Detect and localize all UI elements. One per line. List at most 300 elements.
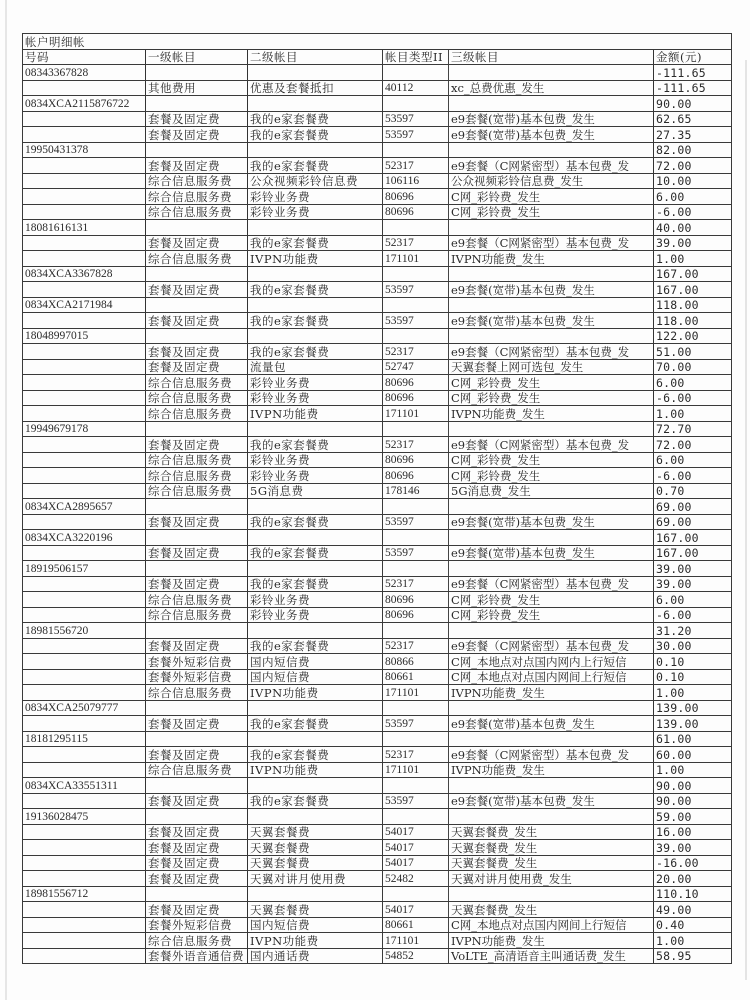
level3-account: e9套餐（C网紧密型）基本包费_发 <box>449 638 654 654</box>
empty-cell <box>146 220 248 236</box>
level3-account: e9套餐(宽带)基本包费_发生 <box>449 111 654 127</box>
empty-cell <box>23 251 146 267</box>
level2-account: IVPN功能费 <box>248 685 383 701</box>
line-item-row <box>23 514 732 530</box>
account-type-code: 171101 <box>383 251 449 267</box>
empty-cell <box>146 886 248 902</box>
line-item-row <box>23 235 732 251</box>
account-number-row <box>23 421 732 437</box>
level2-account: 我的e家套餐费 <box>248 716 383 732</box>
level1-account: 套餐外短彩信费 <box>146 654 248 670</box>
level1-account: 套餐及固定费 <box>146 855 248 871</box>
account-type-code: 52317 <box>383 158 449 174</box>
account-total: 90.00 <box>654 96 732 112</box>
account-type-code: 106116 <box>383 173 449 189</box>
line-item-row <box>23 173 732 189</box>
account-total: 69.00 <box>654 499 732 515</box>
empty-cell <box>23 189 146 205</box>
line-amount: 30.00 <box>654 638 732 654</box>
account-total: 118.00 <box>654 297 732 313</box>
level1-account: 套餐及固定费 <box>146 824 248 840</box>
empty-cell <box>383 96 449 112</box>
level3-account: IVPN功能费_发生 <box>449 685 654 701</box>
level1-account: 套餐及固定费 <box>146 840 248 856</box>
empty-cell <box>23 948 146 964</box>
line-amount: 72.00 <box>654 158 732 174</box>
empty-cell <box>248 266 383 282</box>
table-title: 帐户明细帐 <box>23 34 732 50</box>
level1-account: 综合信息服务费 <box>146 685 248 701</box>
empty-cell <box>383 328 449 344</box>
line-amount: -6.00 <box>654 390 732 406</box>
empty-cell <box>23 747 146 763</box>
level2-account: 天翼套餐费 <box>248 824 383 840</box>
level1-account: 套餐及固定费 <box>146 282 248 298</box>
line-amount: 62.65 <box>654 111 732 127</box>
account-type-code: 53597 <box>383 313 449 329</box>
level1-account: 套餐及固定费 <box>146 638 248 654</box>
account-type-code: 80696 <box>383 204 449 220</box>
empty-cell <box>23 514 146 530</box>
line-amount: -6.00 <box>654 607 732 623</box>
level3-account: e9套餐（C网紧密型）基本包费_发 <box>449 344 654 360</box>
account-number-row <box>23 96 732 112</box>
table-body <box>23 34 732 964</box>
line-amount: 70.00 <box>654 359 732 375</box>
scan-edge-right <box>745 60 747 980</box>
level2-account: 我的e家套餐费 <box>248 514 383 530</box>
empty-cell <box>383 809 449 825</box>
level3-account: C网_彩铃费_发生 <box>449 607 654 623</box>
level3-account: C网_本地点对点国内网间上行短信 <box>449 669 654 685</box>
account-total: 61.00 <box>654 731 732 747</box>
account-total: 72.70 <box>654 421 732 437</box>
level3-account: e9套餐(宽带)基本包费_发生 <box>449 282 654 298</box>
line-item-row <box>23 204 732 220</box>
empty-cell <box>23 483 146 499</box>
account-number-row <box>23 65 732 81</box>
header-level1-account: 一级帐目 <box>146 49 248 65</box>
empty-cell <box>383 561 449 577</box>
level1-account: 其他费用 <box>146 80 248 96</box>
empty-cell <box>248 499 383 515</box>
level1-account: 套餐及固定费 <box>146 127 248 143</box>
empty-cell <box>449 700 654 716</box>
account-type-code: 53597 <box>383 716 449 732</box>
empty-cell <box>23 111 146 127</box>
account-type-code: 80696 <box>383 468 449 484</box>
empty-cell <box>248 328 383 344</box>
line-item-row <box>23 437 732 453</box>
account-number: 18048997015 <box>23 328 146 344</box>
level2-account: 我的e家套餐费 <box>248 344 383 360</box>
level3-account: e9套餐（C网紧密型）基本包费_发 <box>449 235 654 251</box>
level1-account: 综合信息服务费 <box>146 592 248 608</box>
level1-account: 综合信息服务费 <box>146 406 248 422</box>
level1-account: 综合信息服务费 <box>146 607 248 623</box>
empty-cell <box>383 297 449 313</box>
level1-account: 综合信息服务费 <box>146 204 248 220</box>
line-amount: 49.00 <box>654 902 732 918</box>
account-number-row <box>23 700 732 716</box>
level2-account: 我的e家套餐费 <box>248 747 383 763</box>
line-item-row <box>23 390 732 406</box>
account-type-code: 54017 <box>383 824 449 840</box>
level1-account: 综合信息服务费 <box>146 483 248 499</box>
empty-cell <box>23 685 146 701</box>
level2-account: 彩铃业务费 <box>248 390 383 406</box>
scan-edge-left <box>5 0 7 1000</box>
empty-cell <box>23 933 146 949</box>
account-number-row <box>23 561 732 577</box>
level1-account: 套餐及固定费 <box>146 344 248 360</box>
level1-account: 套餐及固定费 <box>146 545 248 561</box>
account-total: 31.20 <box>654 623 732 639</box>
line-amount: 72.00 <box>654 437 732 453</box>
level3-account: e9套餐(宽带)基本包费_发生 <box>449 545 654 561</box>
account-type-code: 52317 <box>383 437 449 453</box>
empty-cell <box>146 809 248 825</box>
account-number: 0834XCA2895657 <box>23 499 146 515</box>
empty-cell <box>146 65 248 81</box>
level2-account: 5G消息费 <box>248 483 383 499</box>
empty-cell <box>383 499 449 515</box>
line-item-row <box>23 359 732 375</box>
empty-cell <box>23 406 146 422</box>
empty-cell <box>146 421 248 437</box>
empty-cell <box>383 421 449 437</box>
empty-cell <box>248 421 383 437</box>
empty-cell <box>23 840 146 856</box>
empty-cell <box>449 220 654 236</box>
account-number-row <box>23 886 732 902</box>
empty-cell <box>248 731 383 747</box>
level1-account: 综合信息服务费 <box>146 468 248 484</box>
level3-account: e9套餐（C网紧密型）基本包费_发 <box>449 158 654 174</box>
line-item-row <box>23 762 732 778</box>
account-type-code: 80661 <box>383 917 449 933</box>
line-item-row <box>23 948 732 964</box>
line-amount: 0.70 <box>654 483 732 499</box>
level3-account: e9套餐(宽带)基本包费_发生 <box>449 793 654 809</box>
level1-account: 套餐及固定费 <box>146 359 248 375</box>
empty-cell <box>449 328 654 344</box>
empty-cell <box>449 561 654 577</box>
account-number: 0834XCA2171984 <box>23 297 146 313</box>
line-item-row <box>23 933 732 949</box>
account-total: 39.00 <box>654 561 732 577</box>
account-type-code: 52317 <box>383 576 449 592</box>
level2-account: IVPN功能费 <box>248 762 383 778</box>
level3-account: C网_彩铃费_发生 <box>449 452 654 468</box>
level2-account: 国内短信费 <box>248 669 383 685</box>
line-amount: 1.00 <box>654 933 732 949</box>
line-amount: -6.00 <box>654 204 732 220</box>
empty-cell <box>449 499 654 515</box>
level1-account: 套餐及固定费 <box>146 437 248 453</box>
empty-cell <box>449 142 654 158</box>
account-number-row <box>23 297 732 313</box>
level2-account: 彩铃业务费 <box>248 607 383 623</box>
empty-cell <box>248 700 383 716</box>
level1-account: 综合信息服务费 <box>146 762 248 778</box>
line-amount: 6.00 <box>654 189 732 205</box>
account-type-code: 80696 <box>383 607 449 623</box>
empty-cell <box>383 700 449 716</box>
level2-account: 天翼套餐费 <box>248 855 383 871</box>
account-number-row <box>23 530 732 546</box>
empty-cell <box>248 886 383 902</box>
line-amount: 39.00 <box>654 235 732 251</box>
empty-cell <box>23 344 146 360</box>
empty-cell <box>23 716 146 732</box>
level2-account: 国内短信费 <box>248 917 383 933</box>
account-number-row <box>23 731 732 747</box>
account-type-code: 80696 <box>383 375 449 391</box>
level1-account: 综合信息服务费 <box>146 173 248 189</box>
account-type-code: 52317 <box>383 344 449 360</box>
empty-cell <box>449 731 654 747</box>
level2-account: 国内通话费 <box>248 948 383 964</box>
empty-cell <box>449 623 654 639</box>
level3-account: 天翼对讲月使用费_发生 <box>449 871 654 887</box>
account-total: 59.00 <box>654 809 732 825</box>
line-amount: 118.00 <box>654 313 732 329</box>
level2-account: 我的e家套餐费 <box>248 235 383 251</box>
header-number: 号码 <box>23 49 146 65</box>
level1-account: 套餐及固定费 <box>146 158 248 174</box>
empty-cell <box>449 65 654 81</box>
level1-account: 套餐及固定费 <box>146 313 248 329</box>
line-item-row <box>23 638 732 654</box>
account-number: 0834XCA3220196 <box>23 530 146 546</box>
header-amount: 金额(元) <box>654 49 732 65</box>
header-account-type: 帐目类型II <box>383 49 449 65</box>
empty-cell <box>248 96 383 112</box>
empty-cell <box>146 530 248 546</box>
line-item-row <box>23 576 732 592</box>
account-number: 18081616131 <box>23 220 146 236</box>
empty-cell <box>23 871 146 887</box>
level2-account: 我的e家套餐费 <box>248 158 383 174</box>
empty-cell <box>449 297 654 313</box>
empty-cell <box>23 592 146 608</box>
line-item-row <box>23 669 732 685</box>
line-amount: 39.00 <box>654 840 732 856</box>
account-number-row <box>23 142 732 158</box>
account-type-code: 171101 <box>383 685 449 701</box>
account-number: 19136028475 <box>23 809 146 825</box>
account-number: 18981556712 <box>23 886 146 902</box>
account-number-row <box>23 778 732 794</box>
line-item-row <box>23 545 732 561</box>
account-number-row <box>23 328 732 344</box>
empty-cell <box>248 623 383 639</box>
line-item-row <box>23 127 732 143</box>
level1-account: 套餐及固定费 <box>146 747 248 763</box>
line-item-row <box>23 80 732 96</box>
account-number: 18919506157 <box>23 561 146 577</box>
account-type-code: 40112 <box>383 80 449 96</box>
empty-cell <box>449 266 654 282</box>
line-amount: 58.95 <box>654 948 732 964</box>
level2-account: 我的e家套餐费 <box>248 127 383 143</box>
level1-account: 套餐外语音通信费 <box>146 948 248 964</box>
account-type-code: 80696 <box>383 592 449 608</box>
line-amount: 51.00 <box>654 344 732 360</box>
empty-cell <box>449 778 654 794</box>
level2-account: 优惠及套餐抵扣 <box>248 80 383 96</box>
level2-account: 我的e家套餐费 <box>248 545 383 561</box>
level3-account: e9套餐(宽带)基本包费_发生 <box>449 514 654 530</box>
empty-cell <box>23 762 146 778</box>
level2-account: 我的e家套餐费 <box>248 437 383 453</box>
level2-account: 彩铃业务费 <box>248 375 383 391</box>
account-type-code: 52317 <box>383 747 449 763</box>
account-number-row <box>23 266 732 282</box>
empty-cell <box>248 809 383 825</box>
account-number-row <box>23 809 732 825</box>
empty-cell <box>146 778 248 794</box>
level2-account: 彩铃业务费 <box>248 452 383 468</box>
line-item-row <box>23 375 732 391</box>
empty-cell <box>23 375 146 391</box>
line-item-row <box>23 747 732 763</box>
level3-account: 公众视频彩铃信息费_发生 <box>449 173 654 189</box>
line-item-row <box>23 282 732 298</box>
level3-account: C网_本地点对点国内网间上行短信 <box>449 917 654 933</box>
empty-cell <box>23 669 146 685</box>
account-type-code: 171101 <box>383 762 449 778</box>
line-amount: 39.00 <box>654 576 732 592</box>
level2-account: 我的e家套餐费 <box>248 793 383 809</box>
level1-account: 套餐及固定费 <box>146 871 248 887</box>
empty-cell <box>23 607 146 623</box>
account-type-code: 54017 <box>383 902 449 918</box>
line-item-row <box>23 406 732 422</box>
empty-cell <box>248 142 383 158</box>
level2-account: 我的e家套餐费 <box>248 282 383 298</box>
account-type-code: 52317 <box>383 235 449 251</box>
line-amount: 0.10 <box>654 669 732 685</box>
account-type-code: 53597 <box>383 514 449 530</box>
empty-cell <box>23 638 146 654</box>
account-total: 167.00 <box>654 530 732 546</box>
empty-cell <box>146 96 248 112</box>
empty-cell <box>23 204 146 220</box>
line-item-row <box>23 824 732 840</box>
line-item-row <box>23 592 732 608</box>
account-type-code: 171101 <box>383 933 449 949</box>
account-total: 82.00 <box>654 142 732 158</box>
account-type-code: 53597 <box>383 127 449 143</box>
empty-cell <box>23 282 146 298</box>
account-number-row <box>23 220 732 236</box>
empty-cell <box>248 220 383 236</box>
level1-account: 套餐及固定费 <box>146 576 248 592</box>
account-type-code: 53597 <box>383 545 449 561</box>
line-amount: 60.00 <box>654 747 732 763</box>
level3-account: C网_彩铃费_发生 <box>449 204 654 220</box>
level3-account: e9套餐(宽带)基本包费_发生 <box>449 313 654 329</box>
line-amount: 6.00 <box>654 375 732 391</box>
empty-cell <box>248 778 383 794</box>
account-type-code: 80696 <box>383 452 449 468</box>
empty-cell <box>449 96 654 112</box>
level3-account: IVPN功能费_发生 <box>449 406 654 422</box>
empty-cell <box>146 700 248 716</box>
level1-account: 套餐及固定费 <box>146 111 248 127</box>
account-number: 19949679178 <box>23 421 146 437</box>
account-number-row <box>23 623 732 639</box>
level2-account: 彩铃业务费 <box>248 189 383 205</box>
empty-cell <box>383 220 449 236</box>
account-type-code: 171101 <box>383 406 449 422</box>
line-item-row <box>23 452 732 468</box>
empty-cell <box>23 235 146 251</box>
line-amount: 20.00 <box>654 871 732 887</box>
level3-account: C网_彩铃费_发生 <box>449 468 654 484</box>
empty-cell <box>23 127 146 143</box>
empty-cell <box>23 545 146 561</box>
level1-account: 综合信息服务费 <box>146 375 248 391</box>
level3-account: e9套餐（C网紧密型）基本包费_发 <box>449 747 654 763</box>
level3-account: 天翼套餐费_发生 <box>449 824 654 840</box>
level2-account: 我的e家套餐费 <box>248 576 383 592</box>
level2-account: 流量包 <box>248 359 383 375</box>
empty-cell <box>383 142 449 158</box>
level3-account: C网_彩铃费_发生 <box>449 375 654 391</box>
line-item-row <box>23 793 732 809</box>
empty-cell <box>23 917 146 933</box>
level3-account: e9套餐(宽带)基本包费_发生 <box>449 127 654 143</box>
account-type-code: 52317 <box>383 638 449 654</box>
line-amount: 167.00 <box>654 545 732 561</box>
level1-account: 综合信息服务费 <box>146 251 248 267</box>
level2-account: 我的e家套餐费 <box>248 313 383 329</box>
empty-cell <box>449 530 654 546</box>
level3-account: VoLTE_高清语音主叫通话费_发生 <box>449 948 654 964</box>
empty-cell <box>146 142 248 158</box>
line-amount: 6.00 <box>654 592 732 608</box>
level3-account: 天翼套餐费_发生 <box>449 840 654 856</box>
account-number: 0834XCA33551311 <box>23 778 146 794</box>
level3-account: e9套餐（C网紧密型）基本包费_发 <box>449 437 654 453</box>
level2-account: 天翼对讲月使用费 <box>248 871 383 887</box>
line-item-row <box>23 871 732 887</box>
account-type-code: 54852 <box>383 948 449 964</box>
empty-cell <box>248 530 383 546</box>
account-number: 0834XCA25079777 <box>23 700 146 716</box>
account-type-code: 80696 <box>383 189 449 205</box>
level2-account: IVPN功能费 <box>248 251 383 267</box>
level3-account: IVPN功能费_发生 <box>449 251 654 267</box>
line-item-row <box>23 483 732 499</box>
account-type-code: 80866 <box>383 654 449 670</box>
line-item-row <box>23 344 732 360</box>
header-level2-account: 二级帐目 <box>248 49 383 65</box>
empty-cell <box>383 623 449 639</box>
empty-cell <box>23 855 146 871</box>
level3-account: C网_本地点对点国内网内上行短信 <box>449 654 654 670</box>
line-item-row <box>23 716 732 732</box>
table-header-row <box>23 49 732 65</box>
table-title-row <box>23 34 732 50</box>
empty-cell <box>23 313 146 329</box>
empty-cell <box>146 623 248 639</box>
empty-cell <box>146 731 248 747</box>
level1-account: 套餐及固定费 <box>146 793 248 809</box>
